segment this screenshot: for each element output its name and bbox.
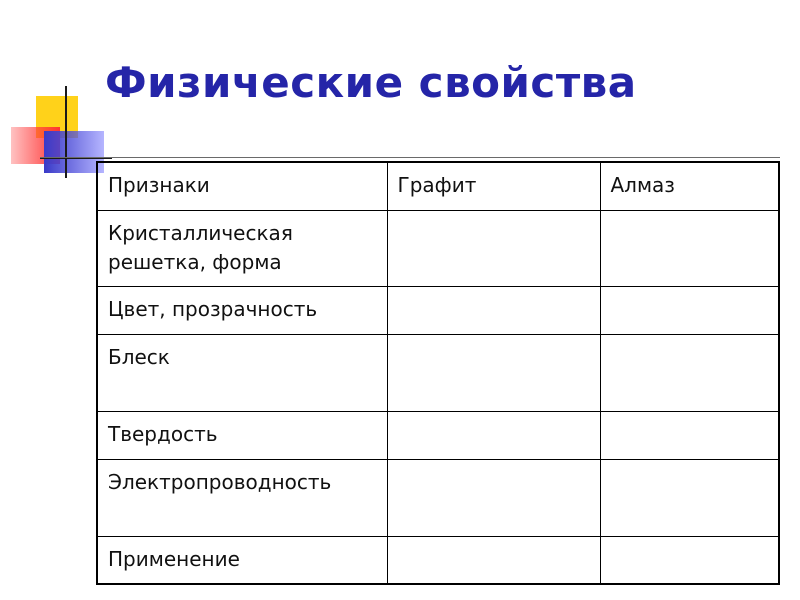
feature-cell: Блеск	[97, 334, 387, 411]
graphite-cell	[387, 286, 600, 334]
page-title: Физические свойства	[105, 58, 637, 107]
graphite-cell	[387, 210, 600, 286]
table-row	[97, 334, 779, 411]
diamond-cell	[600, 411, 779, 459]
diamond-cell	[600, 210, 779, 286]
header-features: Признаки	[97, 162, 387, 210]
graphite-cell	[387, 334, 600, 411]
feature-cell: Цвет, прозрачность	[97, 286, 387, 334]
table-row	[97, 536, 779, 584]
feature-cell: Применение	[97, 536, 387, 584]
diamond-cell	[600, 459, 779, 536]
graphite-cell	[387, 459, 600, 536]
vertical-line-decoration	[65, 86, 67, 178]
title-divider	[40, 157, 780, 158]
diamond-cell	[600, 536, 779, 584]
header-graphite: Графит	[387, 162, 600, 210]
feature-cell: Твердость	[97, 411, 387, 459]
table-row	[97, 286, 779, 334]
graphite-cell	[387, 536, 600, 584]
feature-cell: Электропроводность	[97, 459, 387, 536]
table-row	[97, 210, 779, 286]
diamond-cell	[600, 334, 779, 411]
properties-table	[96, 161, 780, 585]
graphite-cell	[387, 411, 600, 459]
table-row	[97, 411, 779, 459]
table-header-row	[97, 162, 779, 210]
feature-cell: Кристаллическая решетка, форма	[97, 210, 387, 286]
blue-square-decoration	[44, 131, 104, 173]
header-diamond: Алмаз	[600, 162, 779, 210]
table-row	[97, 459, 779, 536]
diamond-cell	[600, 286, 779, 334]
